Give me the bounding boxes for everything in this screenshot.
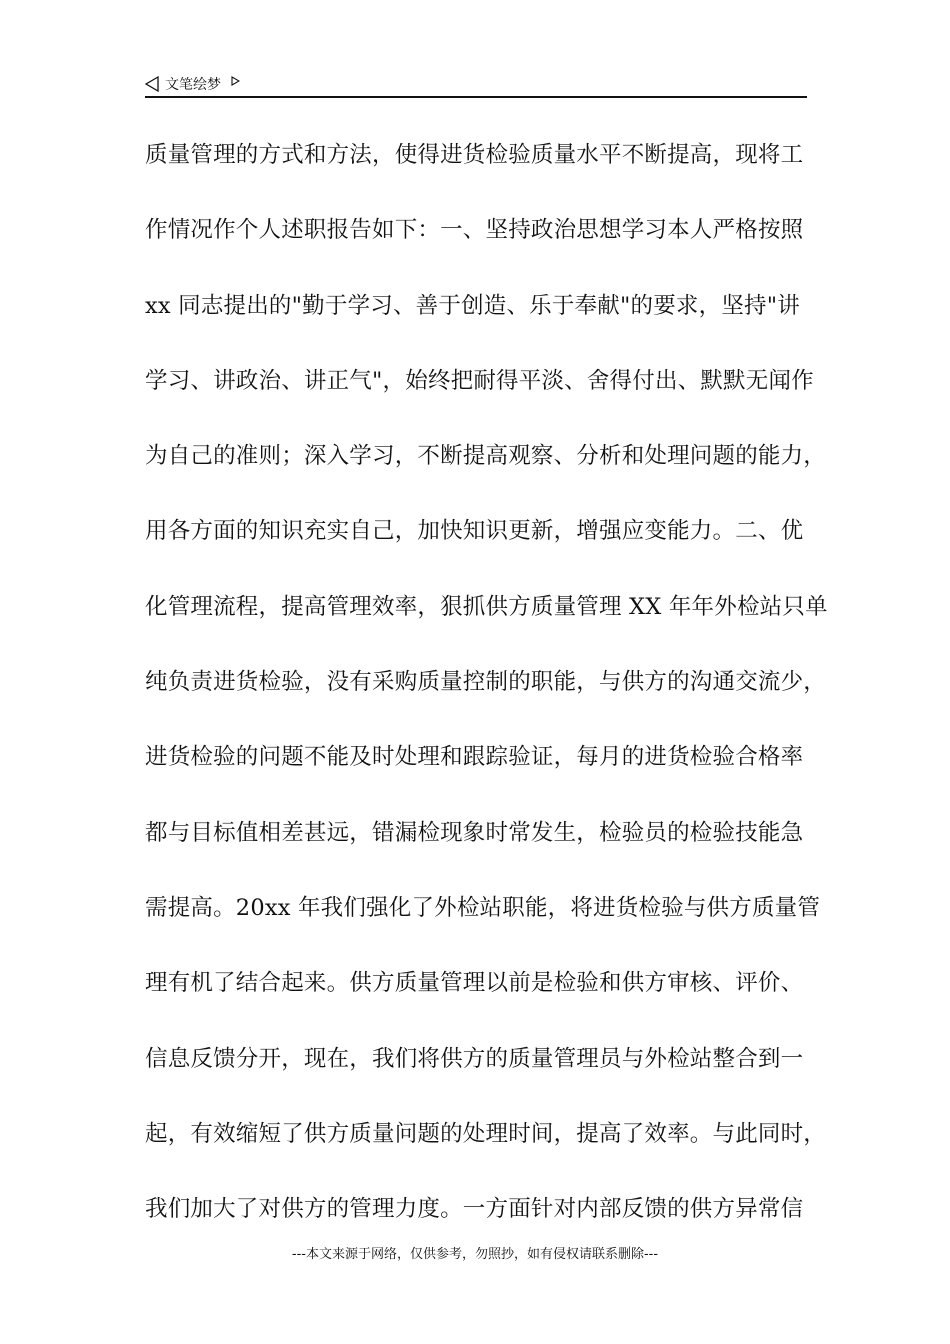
body-line: xx 同志提出的"勤于学习、善于创造、乐于奉献"的要求，坚持"讲 (145, 292, 800, 319)
page-header (145, 72, 807, 98)
footer-notice: ---本文来源于网络，仅供参考，勿照抄，如有侵权请联系删除--- (291, 1247, 659, 1262)
triangle-right-icon (231, 76, 240, 86)
document-body (145, 118, 828, 1247)
body-line: 作情况作个人述职报告如下：一、坚持政治思想学习本人严格按照 (145, 217, 804, 244)
body-line: 纯负责进货检验，没有采购质量控制的职能，与供方的沟通交流少， (145, 669, 827, 696)
body-line: 我们加大了对供方的管理力度。一方面针对内部反馈的供方异常信 (145, 1196, 804, 1223)
body-line: 信息反馈分开，现在，我们将供方的质量管理员与外检站整合到一 (145, 1045, 804, 1072)
header-brand-group (145, 74, 240, 94)
body-line: 化管理流程，提高管理效率，狠抓供方质量管理 XX 年年外检站只单 (145, 593, 828, 620)
body-line: 用各方面的知识充实自己，加快知识更新，增强应变能力。二、优 (145, 518, 804, 545)
body-line: 为自己的准则；深入学习，不断提高观察、分析和处理问题的能力， (145, 443, 827, 470)
body-line: 需提高。20xx 年我们强化了外检站职能，将进货检验与供方质量管 (145, 894, 821, 921)
body-line: 起，有效缩短了供方质量问题的处理时间，提高了效率。与此同时， (145, 1120, 827, 1147)
triangle-left-icon (145, 76, 159, 92)
body-line: 学习、讲政治、讲正气"，始终把耐得平淡、舍得付出、默默无闻作 (145, 367, 814, 394)
body-line: 理有机了结合起来。供方质量管理以前是检验和供方审核、评价、 (145, 970, 804, 997)
body-line: 都与目标值相差甚远，错漏检现象时常发生，检验员的检验技能急 (145, 819, 804, 846)
body-line: 质量管理的方式和方法，使得进货检验质量水平不断提高，现将工 (145, 142, 804, 168)
body-line: 进货检验的问题不能及时处理和跟踪验证，每月的进货检验合格率 (145, 744, 804, 771)
header-brand: 文笔绘梦 (165, 77, 221, 93)
